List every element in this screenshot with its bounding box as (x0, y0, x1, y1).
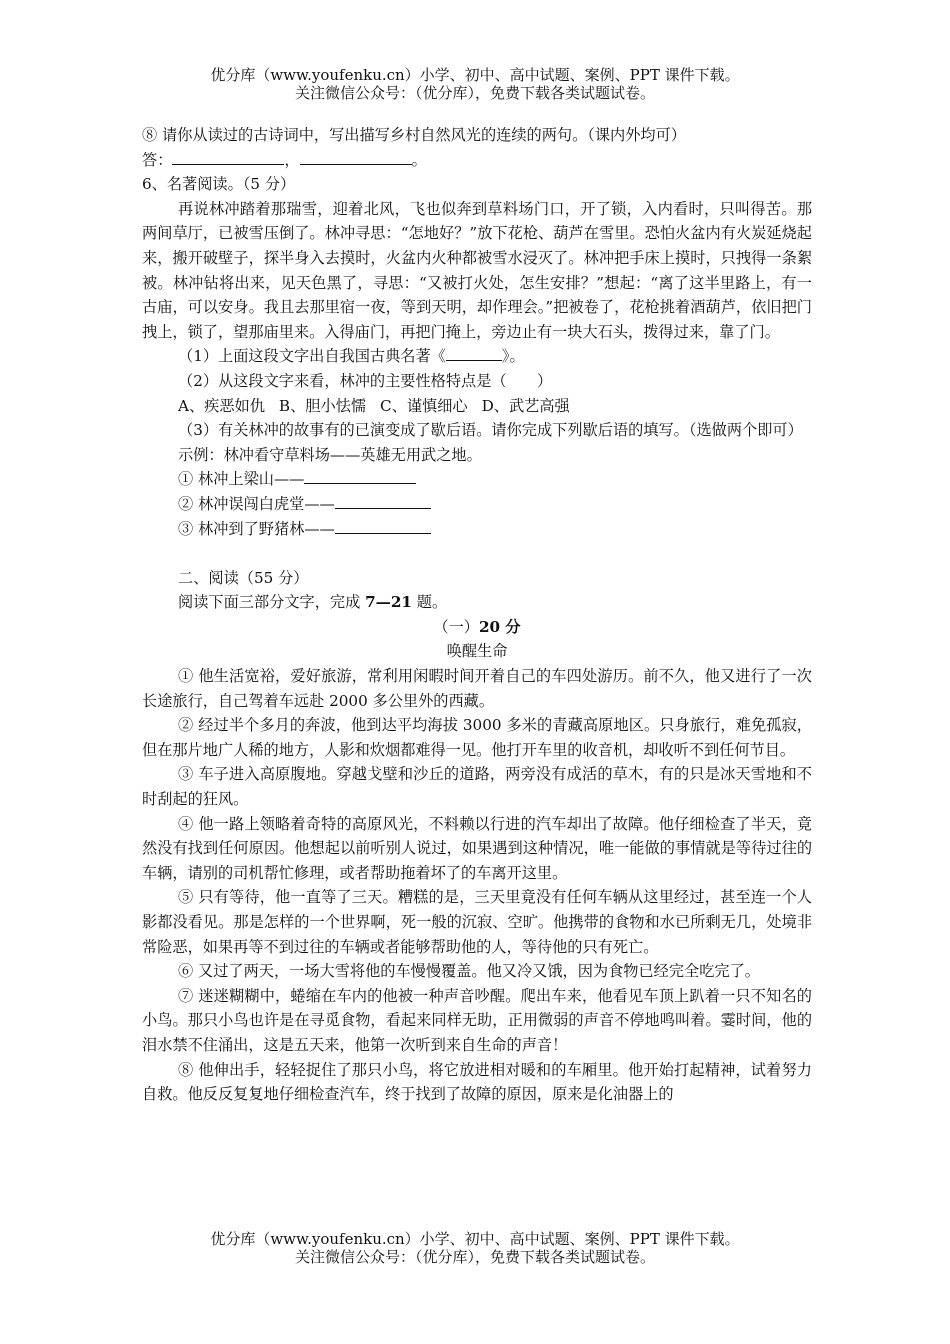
footer-line-2: 关注微信公众号：（优分库），免费下载各类试题试卷。 (294, 1248, 655, 1266)
article-paragraph-3: ③ 车子进入高原腹地。穿越戈壁和沙丘的道路，两旁没有成活的草木，有的只是冰天雪地和不时刮起的狂风。 (142, 765, 812, 809)
xiehouyu-item-2: ② 林冲误闯白虎堂—— (142, 492, 812, 517)
article-title: 唤醒生命 (446, 642, 508, 661)
book-title-blank[interactable] (446, 344, 502, 361)
footer-line-1: 优分库（www.youfenku.cn）小学、初中、高中试题、案例、PPT 课件下载。 (210, 1230, 740, 1248)
question-6-passage: 再说林冲踏着那瑞雪，迎着北风，飞也似奔到草料场门口，开了锁，入内看时，只叫得苦。那两间草厅，已被雪压倒了。林冲寻思：“怎地好？”放下花枪、葫芦在雪里。恐怕火盆内有火炭延烧起来，搬开破壁子，探半身入去摸时，火盆内火种都被雪水浸灭了。林冲把手床上摸时，只拽得一条絮被。林冲钻将出来，见天色黑了，寻思：“又被打火处，怎生安排？”想起：“离了这半里路上，有一古庙，可以安身。我且去那里宿一夜，等到天明，却作理会。”把被卷了，花枪挑着酒葫芦，依旧把门拽上，锁了，望那庙里来。入得庙门，再把门掩上，旁边止有一块大石头，拨得过来，靠了门。 (142, 199, 812, 341)
option-c[interactable]: C、谨慎细心 (380, 396, 468, 415)
answer-end: 。 (411, 150, 427, 169)
spacer (142, 541, 812, 566)
question-6-sub3: （3）有关林冲的故事有的已演变成了歇后语。请你完成下列歇后语的填写。（选做两个即可） (178, 421, 803, 440)
header-line-1: 优分库（www.youfenku.cn）小学、初中、高中试题、案例、PPT 课件下载。 (210, 66, 740, 84)
document-body (142, 123, 812, 1107)
question-range: 7—21 (365, 593, 412, 612)
part-1-heading: （一）20 分 (433, 617, 521, 636)
xiehouyu-item-3: ③ 林冲到了野猪林—— (142, 517, 812, 542)
question-6-sub2: （2）从这段文字来看，林冲的主要性格特点是（ ） (178, 371, 553, 390)
article-paragraph-8: ⑧ 他伸出手，轻轻捉住了那只小鸟，将它放进相对暖和的车厢里。他开始打起精神，试着努力自救。他反反复复地仔细检查汽车，终于找到了故障的原因，原来是化油器上的 (142, 1060, 812, 1104)
answer-blank-1[interactable] (172, 148, 284, 165)
question-8-answer (142, 148, 812, 173)
article-paragraph-7: ⑦ 迷迷糊糊中，蜷缩在车内的他被一种声音吵醒。爬出车来，他看见车顶上趴着一只不知名的小鸟。那只小鸟也许是在寻觅食物，看起来同样无助，正用微弱的声音不停地鸣叫着。霎时间，他的泪水禁不住涌出，这是五天来，他第一次听到来自生命的声音！ (142, 986, 812, 1054)
section-2-title: 二、阅读（55 分） (178, 568, 309, 587)
article-paragraph-5: ⑤ 只有等待，他一直等了三天。糟糕的是，三天里竟没有任何车辆从这里经过，甚至连一个人影都没看见。那是怎样的一个世界啊，死一般的沉寂、空旷。他携带的食物和水已所剩无几，处境非常险恶，如果再等不到过往的车辆或者能够帮助他的人，等待他的只有死亡。 (142, 888, 812, 956)
answer-blank-2[interactable] (300, 148, 412, 165)
section-2-instruction: 阅读下面三部分文字，完成 7—21 题。 (178, 593, 448, 612)
option-d[interactable]: D、武艺高强 (481, 396, 570, 415)
question-6-example: 示例：林冲看守草料场——英雄无用武之地。 (178, 445, 482, 464)
part-1-score: 20 分 (478, 617, 521, 636)
article-paragraph-4: ④ 他一路上领略着奇特的高原风光，不料赖以行进的汽车却出了故障。他仔细检查了半天，竟然没有找到任何原因。他想起以前听别人说过，如果遇到这种情况，唯一能做的事情就是等待过往的车辆，请别的司机帮忙修理，或者帮助拖着坏了的车离开这里。 (142, 814, 812, 882)
header-line-2: 关注微信公众号：（优分库），免费下载各类试题试卷。 (294, 84, 655, 102)
xiehouyu-blank-2[interactable] (335, 492, 431, 509)
question-6-sub1: （1）上面这段文字出自我国古典名著《 》。 (142, 344, 812, 369)
xiehouyu-blank-1[interactable] (304, 467, 416, 484)
question-8: ⑧ 请你从读过的古诗词中，写出描写乡村自然风光的连续的两句。（课内外均可） (142, 126, 686, 144)
question-6-title: 6、名著阅读。（5 分） (142, 175, 296, 194)
xiehouyu-blank-3[interactable] (335, 517, 431, 534)
article-paragraph-1: ① 他生活宽裕，爱好旅游，常利用闲暇时间开着自己的车四处游历。前不久，他又进行了一次长途旅行，自己驾着车远赴 2000 多公里外的西藏。 (142, 667, 812, 710)
article-paragraph-2: ② 经过半个多月的奔波，他到达平均海拔 3000 多米的青藏高原地区。只身旅行，难免孤寂，但在那片地广人稀的地方，人影和炊烟都难得一见。他打开车里的收音机，却收听不到任何节目。 (142, 716, 812, 759)
option-b[interactable]: B、胆小怯懦 (278, 396, 367, 415)
page-header (0, 66, 950, 102)
article-paragraph-6: ⑥ 又过了两天，一场大雪将他的车慢慢覆盖。他又冷又饿，因为食物已经完全吃完了。 (178, 962, 760, 981)
question-6-options (142, 394, 812, 419)
answer-label: 答： (142, 150, 173, 169)
answer-separator: ， (284, 150, 300, 169)
xiehouyu-item-1: ① 林冲上梁山—— (142, 467, 812, 492)
page-footer (0, 1230, 950, 1266)
option-a[interactable]: A、疾恶如仇 (178, 396, 265, 415)
